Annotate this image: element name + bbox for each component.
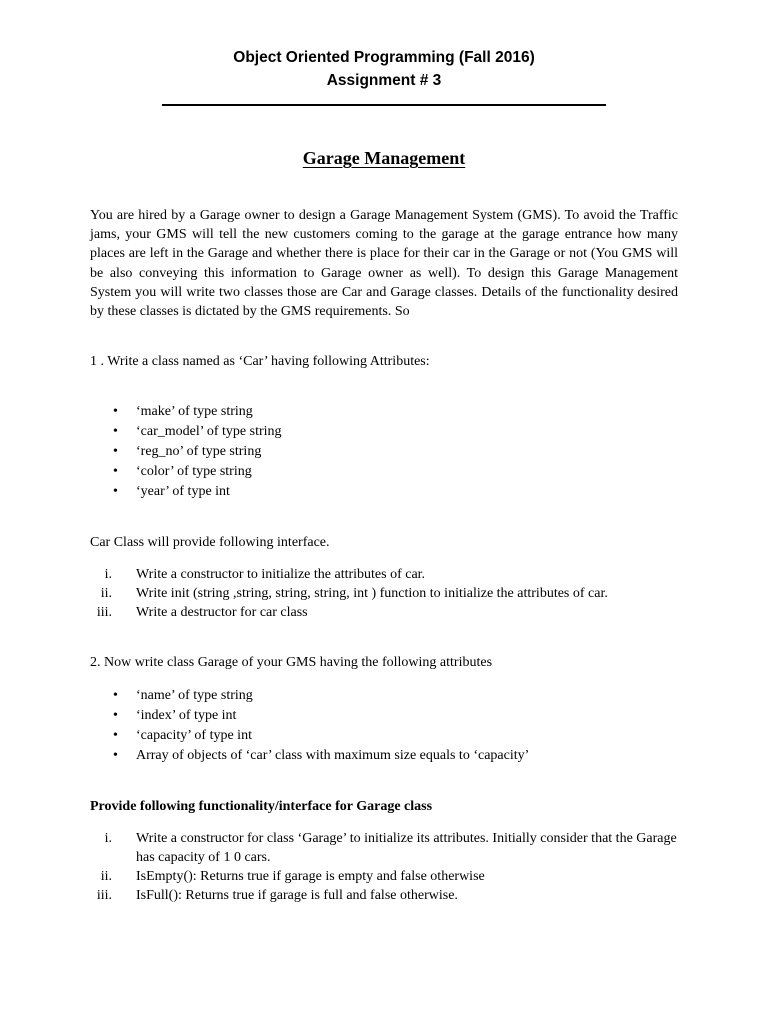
section2-heading: 2. Now write class Garage of your GMS having the following attributes <box>90 655 493 670</box>
list-number: i. <box>104 831 112 846</box>
list-item-text: Write init (string ,string, string, string, int ) function to initialize the attributes of car. <box>136 586 608 601</box>
list-item-text: IsFull(): Returns true if garage is full and false otherwise. <box>136 888 458 903</box>
course-title: Object Oriented Programming (Fall 2016) <box>233 49 535 66</box>
garage-interface-heading: Provide following functionality/interface for Garage class <box>90 799 433 814</box>
intro-paragraph: You are hired by a Garage owner to design a Garage Management System (GMS). To avoid the Traffic jams, your GMS will tell the new customers coming to the garage at the garage entrance how many places are left in the Garage and whether there is place for their car in the Garage or not (You GMS will be also conveying this information to Garage owner as well). To design this Garage Management System you will write two classes those are Car and Garage classes. Details of the functionality desired by these classes is dictated by the GMS requirements. So <box>90 208 678 320</box>
list-item-text: ‘name’ of type string <box>136 688 253 703</box>
list-item-text: ‘capacity’ of type int <box>136 728 252 743</box>
bullet-icon: • <box>113 484 118 499</box>
header-divider <box>162 104 606 106</box>
list-number: ii. <box>100 586 112 601</box>
list-item-text: Array of objects of ‘car’ class with maximum size equals to ‘capacity’ <box>136 748 530 763</box>
bullet-icon: • <box>113 424 118 439</box>
list-item-text: Write a destructor for car class <box>136 605 308 620</box>
list-item-text: Write a constructor for class ‘Garage’ to initialize its attributes. Initially consider that the Garage <box>136 831 677 846</box>
list-item-text: ‘car_model’ of type string <box>136 424 282 439</box>
bullet-icon: • <box>113 708 118 723</box>
bullet-icon: • <box>113 748 118 763</box>
list-number: iii. <box>96 888 112 903</box>
list-item-text: ‘reg_no’ of type string <box>136 444 262 459</box>
list-item-text: ‘year’ of type int <box>136 484 230 499</box>
list-item-text: ‘color’ of type string <box>136 464 252 479</box>
bullet-icon: • <box>113 404 118 419</box>
bullet-icon: • <box>113 444 118 459</box>
list-number: i. <box>104 567 112 582</box>
bullet-icon: • <box>113 464 118 479</box>
bullet-icon: • <box>113 728 118 743</box>
list-item-text: ‘make’ of type string <box>136 404 253 419</box>
list-item-text: ‘index’ of type int <box>136 708 237 723</box>
list-number: iii. <box>96 605 112 620</box>
list-item-text-continued: has capacity of 1 0 cars. <box>136 850 271 865</box>
list-item-text: IsEmpty(): Returns true if garage is empty and false otherwise <box>136 869 485 884</box>
document-title: Garage Management <box>302 148 466 168</box>
list-number: ii. <box>100 869 112 884</box>
bullet-icon: • <box>113 688 118 703</box>
car-interface-heading: Car Class will provide following interface. <box>90 535 330 550</box>
assignment-number: Assignment # 3 <box>326 72 442 89</box>
section1-heading: 1 . Write a class named as ‘Car’ having following Attributes: <box>90 354 430 369</box>
list-item-text: Write a constructor to initialize the attributes of car. <box>136 567 426 582</box>
